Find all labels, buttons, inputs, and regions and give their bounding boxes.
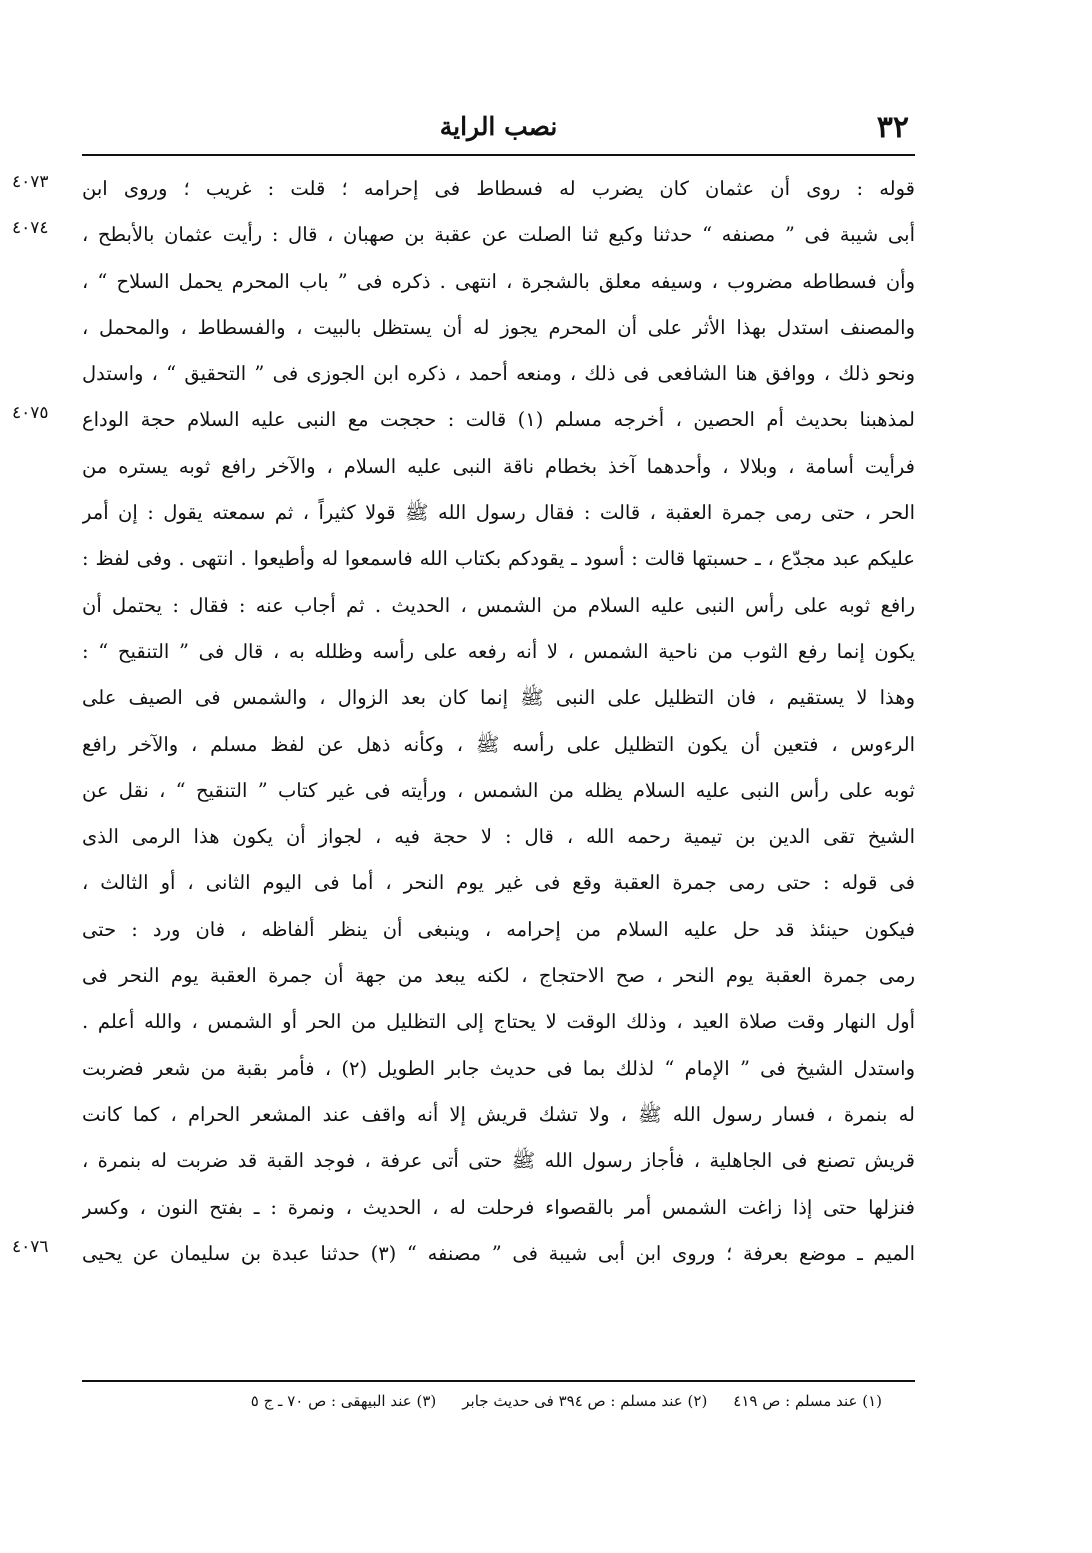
line-text: ثوبه على رأس النبى عليه السلام يظله من الشمس ، ورأيته فى غير كتاب ” التنقيح “ ، نقل عن (82, 778, 915, 802)
text-line (82, 351, 915, 397)
text-line (82, 444, 915, 490)
text-line (82, 1185, 915, 1231)
text-line (12, 166, 915, 212)
text-line (82, 907, 915, 953)
text-line (82, 768, 915, 814)
line-text: له بنمرة ، فسار رسول الله ﷺ ، ولا تشك قريش إلا أنه واقف عند المشعر الحرام ، كما كانت (82, 1102, 915, 1126)
footnote: (١) عند مسلم : ص ٤١٩ (733, 1392, 882, 1410)
text-line (82, 1138, 915, 1184)
line-text: الميم ـ موضع بعرفة ؛ وروى ابن أبى شيبة فى ” مصنفه “ (٣) حدثنا عبدة بن سليمان عن يحيى (82, 1241, 915, 1265)
line-text: وأن فسطاطه مضروب ، وسيفه معلق بالشجرة ، انتهى . ذكره فى ” باب المحرم يحمل السلاح “ ، (82, 269, 915, 293)
line-text: أول النهار وقت صلاة العيد ، وذلك الوقت لا يحتاج إلى التظليل من الحر أو الشمس ، والله أعلم . (82, 1010, 915, 1034)
footnote: (٢) عند مسلم : ص ٣٩٤ فى حديث جابر (462, 1392, 708, 1410)
line-text: أبى شيبة فى ” مصنفه “ حدثنا وكيع ثنا الصلت عن عقبة بن صهبان ، قال : رأيت عثمان بالأبطح ، (82, 223, 915, 247)
page-number: ٣٢ (876, 110, 909, 145)
line-text: قريش تصنع فى الجاهلية ، فأجاز رسول الله ﷺ حتى أتى عرفة ، فوجد القبة قد ضربت له بنمرة ، (82, 1149, 915, 1173)
text-line (82, 259, 915, 305)
line-text: لمذهبنا بحديث أم الحصين ، أخرجه مسلم (١) قالت : حججت مع النبى عليه السلام حجة الوداع (82, 408, 915, 432)
text-line (82, 814, 915, 860)
footnote: (٣) عند البيهقى : ص ٧٠ ـ ج ٥ (250, 1392, 437, 1410)
text-line (82, 675, 915, 721)
text-line (12, 212, 915, 258)
text-line (82, 490, 915, 536)
text-line (82, 305, 915, 351)
text-line (82, 999, 915, 1045)
line-text: والمصنف استدل بهذا الأثر على أن المحرم يجوز له أن يستظل بالبيت ، والفسطاط ، والمحمل ، (82, 315, 915, 339)
body-text (12, 166, 915, 1277)
text-line (82, 953, 915, 999)
line-text: فنزلها حتى إذا زاغت الشمس أمر بالقصواء فرحلت له ، الحديث ، ونمرة : ـ بفتح النون ، وكسر (82, 1195, 915, 1219)
line-text: عليكم عبد مجدّع ، ـ حسبتها قالت : أسود ـ يقودكم بكتاب الله فاسمعوا له وأطيعوا . انتهى . وفى لفظ : (82, 547, 915, 571)
line-text: فيكون حينئذ قد حل عليه السلام من إحرامه ، وينبغى أن ينظر ألفاظه ، فان ورد : حتى (82, 917, 915, 941)
line-text: واستدل الشيخ فى ” الإمام “ لذلك بما فى حديث جابر الطويل (٢) ، فأمر بقبة من شعر فضربت (82, 1056, 915, 1080)
paragraph-number: ٤٠٧٥ (12, 403, 49, 424)
text-line (82, 1092, 915, 1138)
line-text: ونحو ذلك ، ووافق هنا الشافعى فى ذلك ، ومنعه أحمد ، ذكره ابن الجوزى فى ” التحقيق “ ، واستدل (82, 362, 915, 386)
footnotes (82, 1392, 882, 1410)
text-line (82, 860, 915, 906)
text-line (82, 1046, 915, 1092)
text-line (82, 536, 915, 582)
line-text: الشيخ تقى الدين بن تيمية رحمه الله ، قال : لا حجة فيه ، لجواز أن يكون هذا الرمى الذى (82, 825, 915, 849)
line-text: الحر ، حتى رمى جمرة العقبة ، قالت : فقال رسول الله ﷺ قولا كثيراً ، ثم سمعته يقول : إن أمر (82, 501, 915, 525)
running-title: نصب الراية (439, 112, 558, 141)
text-line (12, 1231, 915, 1277)
paragraph-number: ٤٠٧٤ (12, 218, 49, 239)
text-line (82, 629, 915, 675)
line-text: رمى جمرة العقبة يوم النحر ، صح الاحتجاج ، لكنه يبعد من جهة أن جمرة العقبة يوم النحر فى (82, 964, 915, 988)
line-text: قوله : روى أن عثمان كان يضرب له فسطاط فى إحرامه ؛ قلت : غريب ؛ وروى ابن (82, 177, 915, 200)
line-text: يكون إنما رفع الثوب من ناحية الشمس ، لا أنه رفعه على رأسه وظلله به ، قال فى ” التنقيح “ : (82, 639, 915, 663)
line-text: رافع ثوبه على رأس النبى عليه السلام من الشمس ، الحديث . ثم أجاب عنه : فقال : يحتمل أن (82, 593, 915, 617)
paragraph-number: ٤٠٧٣ (12, 172, 49, 192)
text-line (82, 583, 915, 629)
footnote-divider (82, 1380, 915, 1382)
line-text: فى قوله : حتى رمى جمرة العقبة وقع فى غير يوم النحر ، أما فى اليوم الثانى ، أو الثالث ، (82, 871, 915, 895)
line-text: وهذا لا يستقيم ، فان التظليل على النبى ﷺ إنما كان بعد الزوال ، والشمس فى الصيف على (82, 686, 915, 710)
line-text: فرأيت أسامة ، وبلالا ، وأحدهما آخذ بخطام ناقة النبى عليه السلام ، والآخر رافع ثوبه يستره من (82, 454, 915, 478)
paragraph-number: ٤٠٧٦ (12, 1236, 49, 1257)
text-line (82, 722, 915, 768)
line-text: الرءوس ، فتعين أن يكون التظليل على رأسه ﷺ ، وكأنه ذهل عن لفظ مسلم ، والآخر رافع (82, 732, 915, 756)
text-line (12, 397, 915, 443)
page-header (82, 104, 915, 156)
